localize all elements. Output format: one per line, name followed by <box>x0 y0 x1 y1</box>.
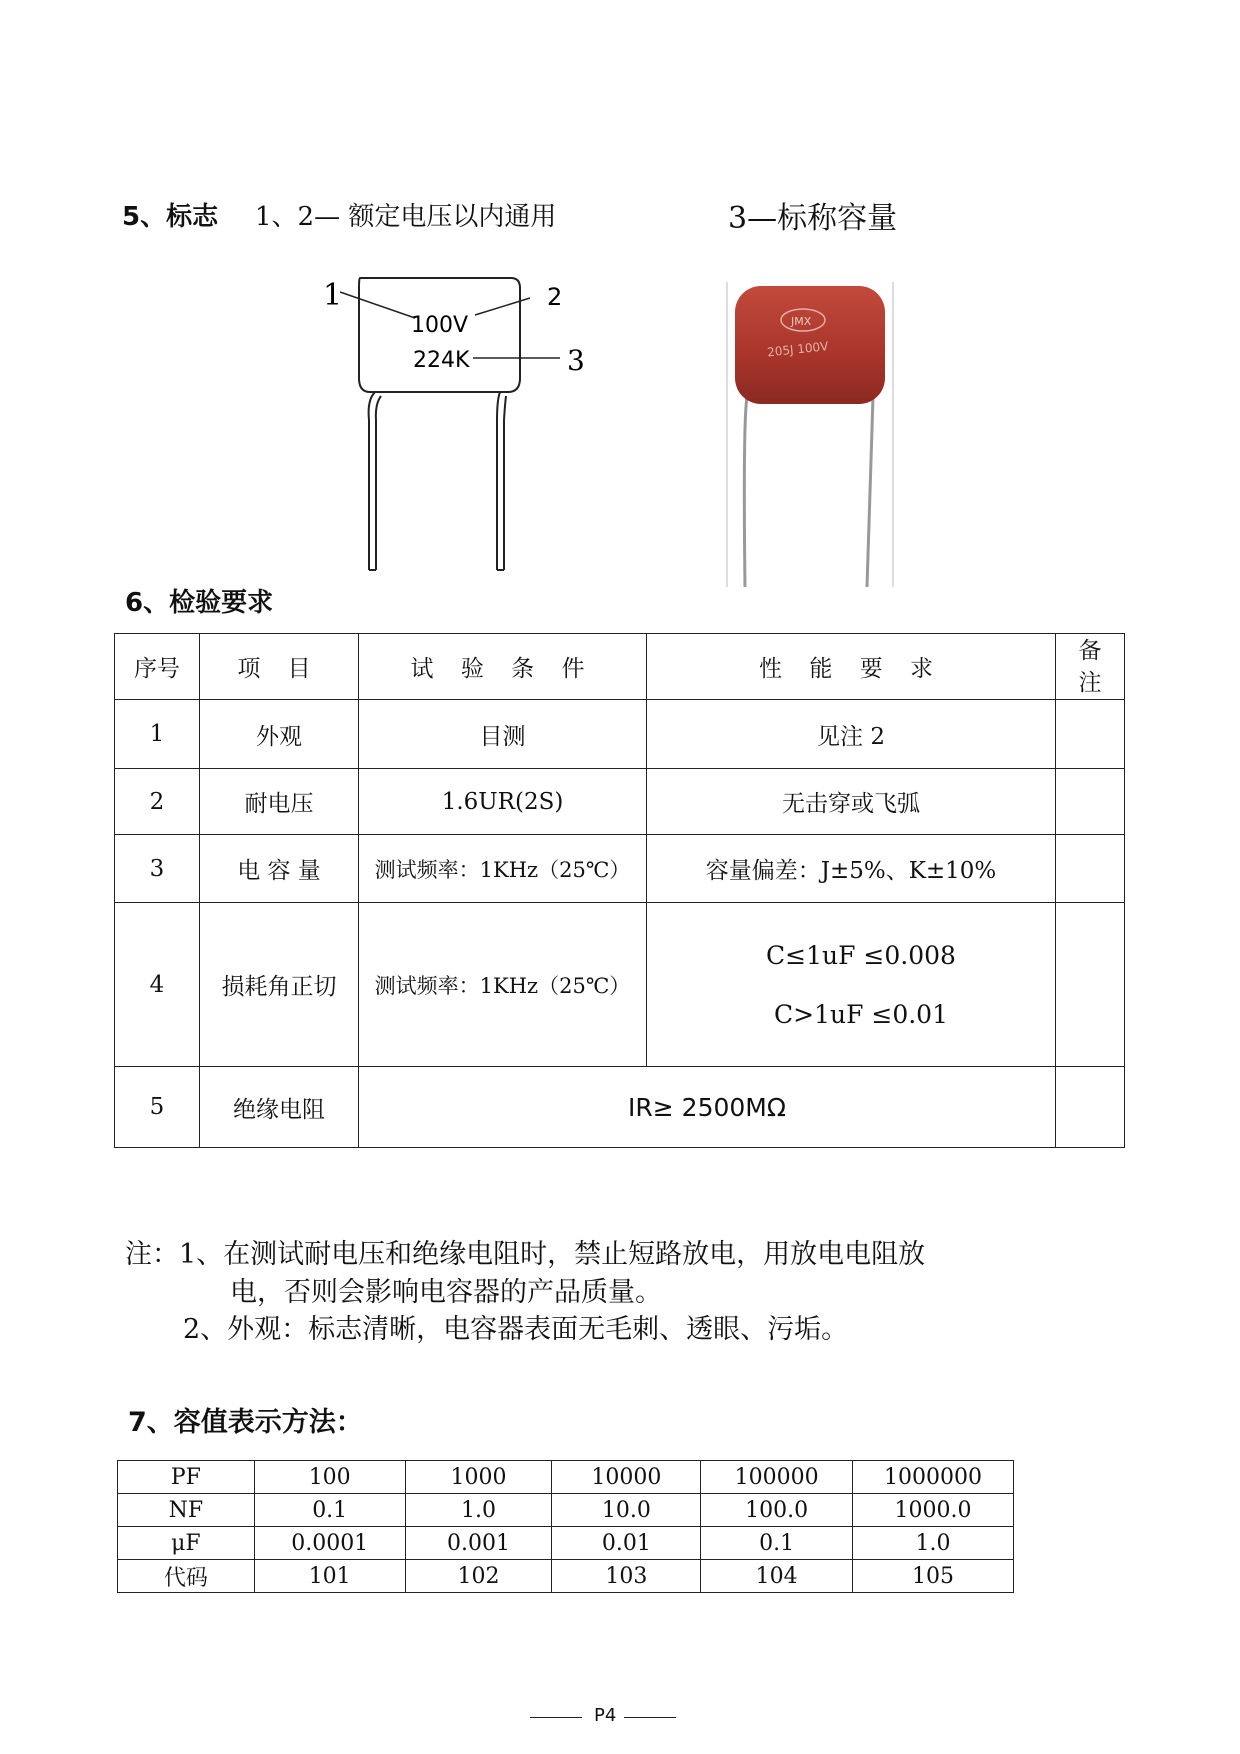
header-condition: 试 验 条 件 <box>359 634 647 700</box>
table-row: μF 0.0001 0.001 0.01 0.1 1.0 <box>118 1527 1014 1560</box>
capacitor-lead-left <box>369 392 381 570</box>
table-row: 3 电 容 量 测试频率：1KHz（25℃） 容量偏差：J±5%、K±10% <box>115 835 1125 903</box>
inspection-table <box>114 633 1125 1148</box>
capacitor-lead-right <box>497 392 506 570</box>
diagram-label-1: 1 <box>323 278 343 313</box>
table-row: 代码 101 102 103 104 105 <box>118 1560 1014 1593</box>
footer-rule-right <box>624 1717 676 1718</box>
header-no: 序号 <box>115 634 200 700</box>
callout-line-1 <box>340 292 415 318</box>
table-row: NF 0.1 1.0 10.0 100.0 1000.0 <box>118 1494 1014 1527</box>
photo-brand: JMX <box>791 315 812 328</box>
section6-title: 6、检验要求 <box>125 588 274 618</box>
table-header-row <box>115 634 1125 700</box>
diagram-code: 224K <box>413 348 470 373</box>
header-remark: 备 注 <box>1056 634 1125 700</box>
table-row: 1 外观 目测 见注 2 <box>115 700 1125 769</box>
page-number: P4 <box>594 1705 617 1726</box>
mark-3-description: 3—标称容量 <box>728 201 898 236</box>
footer-rule-left <box>530 1717 582 1718</box>
table-row: 4 损耗角正切 测试频率：1KHz（25℃） C≤1uF ≤0.008 C>1uF ≤0.01 <box>115 903 1125 1067</box>
header-requirement: 性 能 要 求 <box>647 634 1056 700</box>
table-row: PF 100 1000 10000 100000 1000000 <box>118 1461 1014 1494</box>
insulation-requirement: IR≥ 2500MΩ <box>359 1067 1056 1148</box>
note-1-line-1: 注：1、在测试耐电压和绝缘电阻时，禁止短路放电，用放电电阻放 <box>125 1239 926 1270</box>
note-1-line-2: 电，否则会影响电容器的产品质量。 <box>230 1277 662 1308</box>
diagram-label-3: 3 <box>567 344 585 377</box>
note-2: 2、外观：标志清晰，电容器表面无毛刺、透眼、污垢。 <box>183 1314 849 1345</box>
capacitor-photo <box>725 282 895 587</box>
table-row: 2 耐电压 1.6UR(2S) 无击穿或飞弧 <box>115 769 1125 835</box>
capacitance-code-table <box>117 1460 1014 1593</box>
mark-1-2-description: 1、2— 额定电压以内通用 <box>255 202 557 232</box>
diagram-voltage: 100V <box>411 313 469 338</box>
photo-marking: 205J 100V <box>766 339 830 360</box>
diagram-label-2: 2 <box>547 283 563 311</box>
capacitor-marking-diagram <box>315 270 605 575</box>
table-row: 5 绝缘电阻 IR≥ 2500MΩ <box>115 1067 1125 1148</box>
header-item: 项 目 <box>200 634 359 700</box>
dissipation-limit-small: C≤1uF ≤0.008 <box>766 940 956 970</box>
dissipation-limit-large: C>1uF ≤0.01 <box>774 999 948 1029</box>
section7-title: 7、容值表示方法： <box>128 1407 363 1438</box>
section5-title: 5、标志 <box>122 202 219 232</box>
callout-line-2 <box>475 298 530 315</box>
